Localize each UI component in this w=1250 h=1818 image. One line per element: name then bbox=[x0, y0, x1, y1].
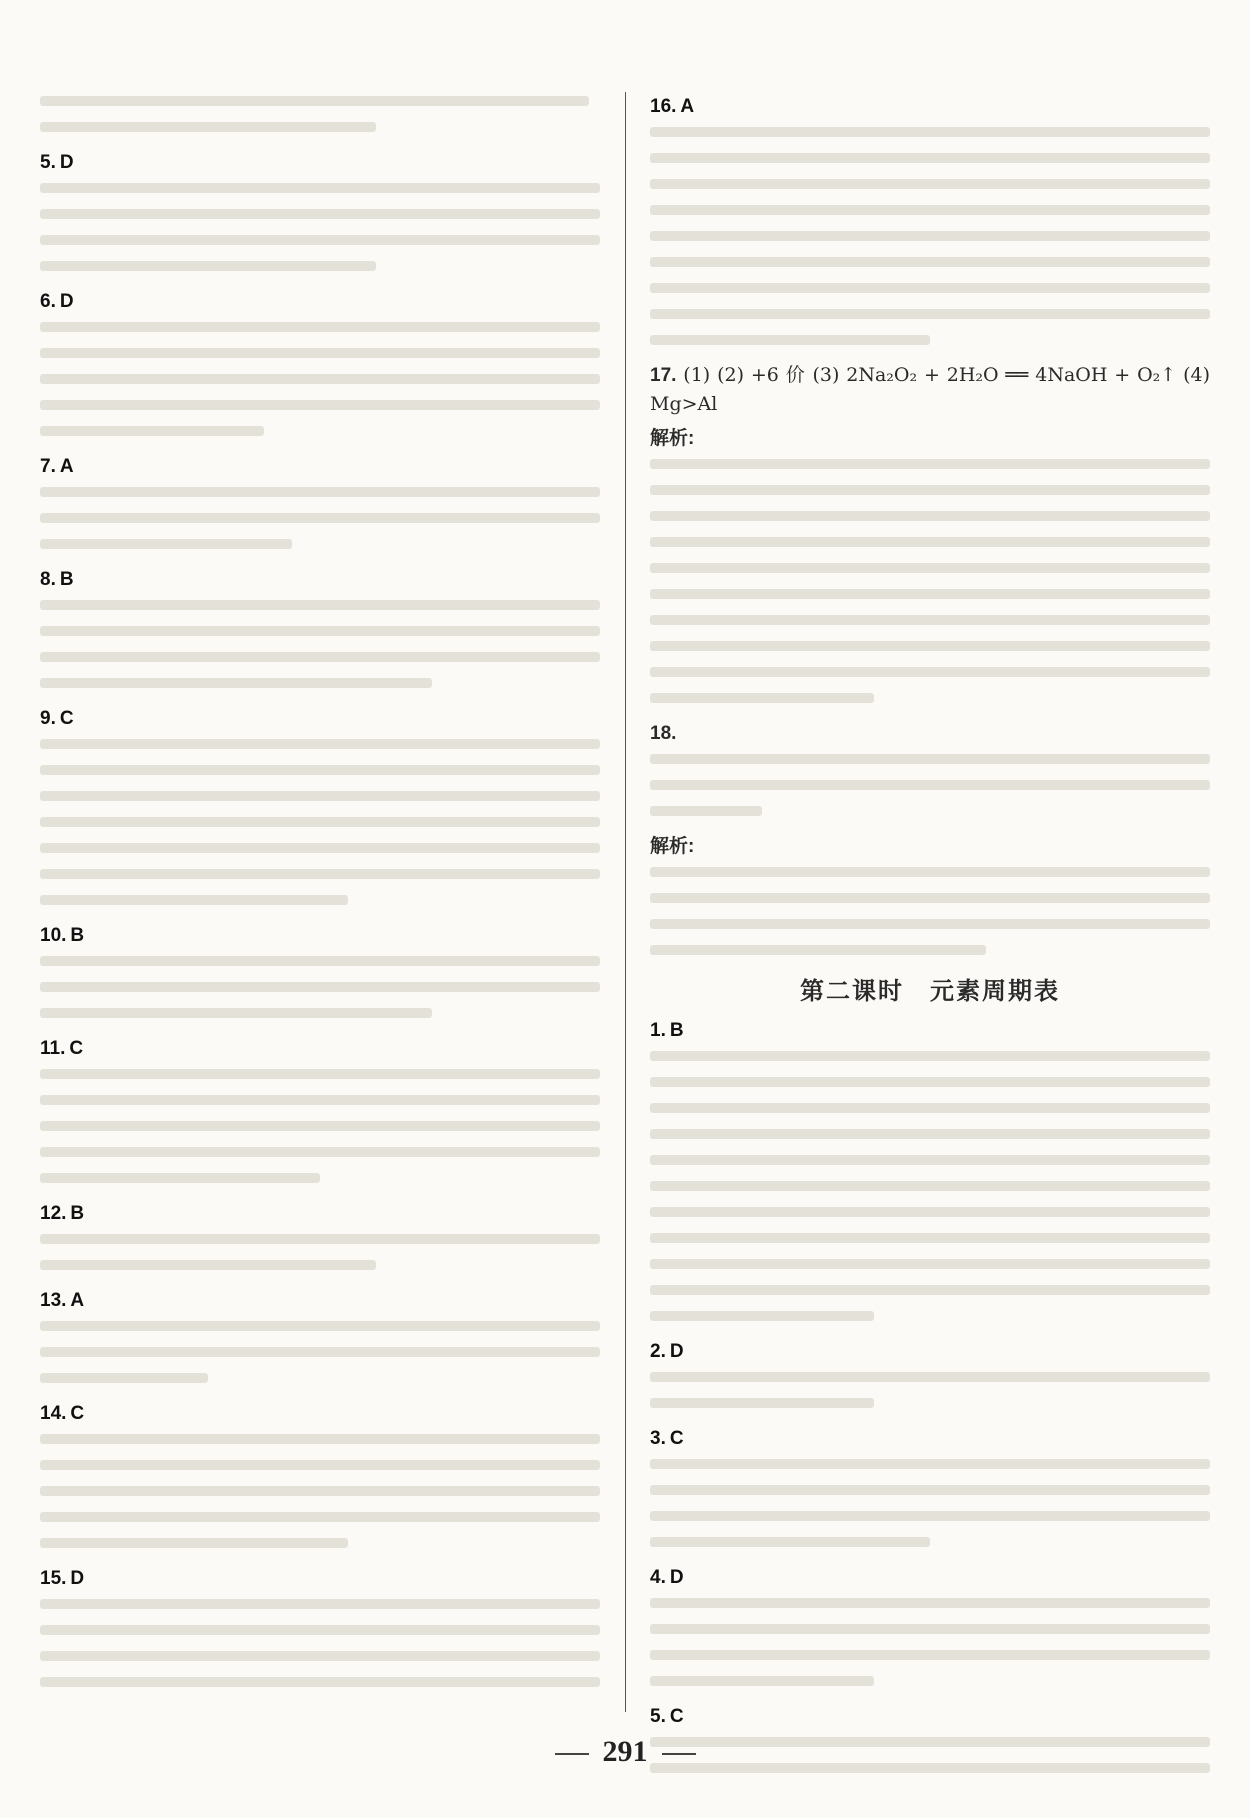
answer-item: 1. B bbox=[650, 1020, 684, 1041]
answer-item: 15. D bbox=[40, 1568, 85, 1589]
answer-item: 13. A bbox=[40, 1290, 85, 1311]
continued-text bbox=[40, 96, 600, 132]
analysis-18: 解析: bbox=[650, 836, 695, 857]
right-column bbox=[650, 92, 1210, 1727]
answer-item: 16. A bbox=[650, 96, 695, 117]
answer-item: 3. C bbox=[650, 1428, 684, 1449]
left-column bbox=[40, 92, 600, 1712]
answer-item: 5. C bbox=[650, 1706, 684, 1727]
answer-item: 7. A bbox=[40, 456, 74, 477]
page-number-dash bbox=[555, 1753, 589, 1755]
answer-item-18: 18. bbox=[650, 723, 677, 744]
column-divider bbox=[625, 92, 626, 1712]
answer-item: 6. D bbox=[40, 291, 74, 312]
page-number: 291 bbox=[0, 1735, 1250, 1769]
answer-item: 4. D bbox=[650, 1567, 684, 1588]
analysis-17: 解析: bbox=[650, 428, 695, 449]
answer-item-17: 17. (1) (2) +6 价 (3) 2Na₂O₂ + 2H₂O ══ 4NaOH + O₂↑ (4) Mg>Al bbox=[650, 364, 1210, 415]
answer-item: 8. B bbox=[40, 569, 74, 590]
answer-item: 14. C bbox=[40, 1403, 85, 1424]
answer-item: 11. C bbox=[40, 1038, 84, 1059]
answer-item: 5. D bbox=[40, 152, 74, 173]
page-number-dash bbox=[662, 1753, 696, 1755]
answer-item: 9. C bbox=[40, 708, 74, 729]
section-title: 第二课时 元素周期表 bbox=[800, 977, 1060, 1005]
answer-item: 10. B bbox=[40, 925, 85, 946]
answer-page bbox=[40, 92, 1210, 1727]
answer-item: 2. D bbox=[650, 1341, 684, 1362]
answer-item: 12. B bbox=[40, 1203, 85, 1224]
